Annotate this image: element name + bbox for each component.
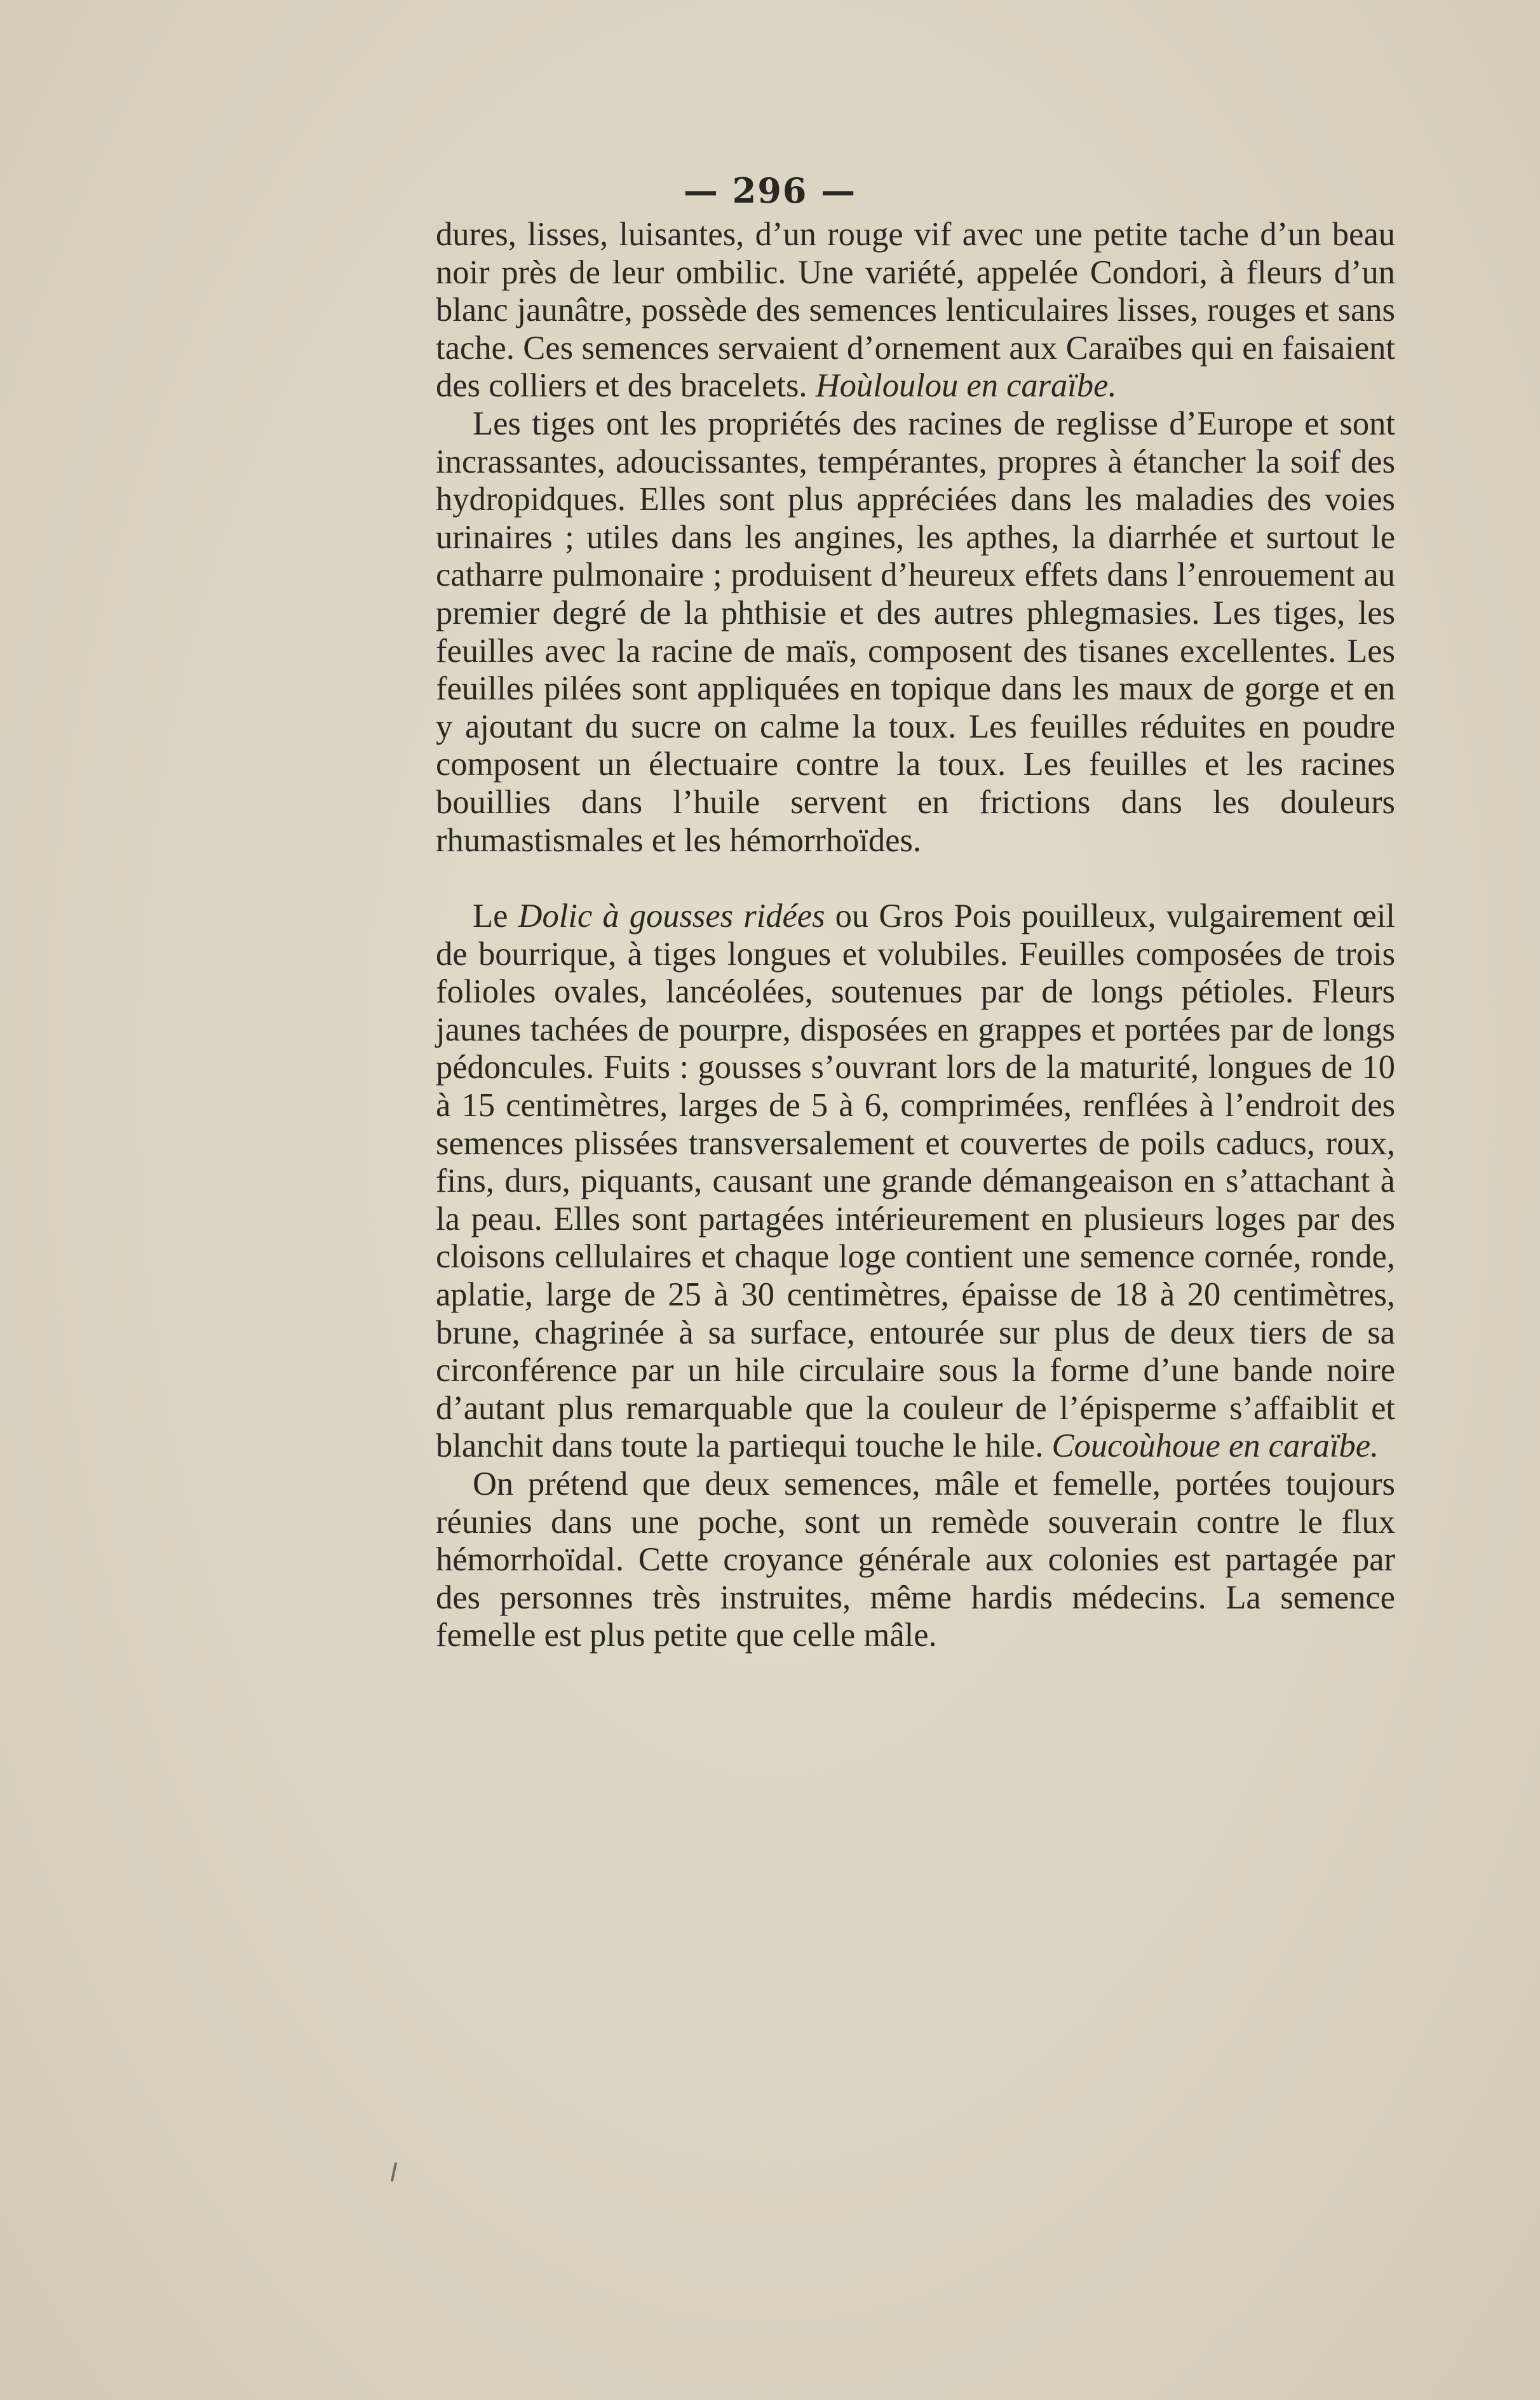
paragraph-3-species-name: Dolic à gousses ridées — [518, 898, 825, 935]
page-number: — 296 — — [683, 170, 857, 211]
paragraph-2-text: Les tiges ont les propriétés des racines de reglisse d’Europe et sont incrassantes, adoucissantes, tempérantes, propres à étancher la soif des hydropidques. Elles sont plus appréciées dans les maladies des voies urinaires ; utiles dans les angines, les apthes, la diarrhée et surtout le catharre pulmonaire ; produisent d’heureux effets dans l’enrouement au premier degré de la phthisie et des autres phlegmasies. Les tiges, les feuilles avec la racine de maïs, composent des tisanes excellentes. Les feuilles pilées sont appliquées en topique dans les maux de gorge et en y ajoutant du sucre on calme la toux. Les feuilles réduites en poudre composent un électuaire contre la toux. Les feuilles et les racines bouillies dans l’huile servent en frictions dans les douleurs rhumastismales et les hémorrhoïdes. — [436, 405, 1395, 859]
paragraph-1-text: dures, lisses, luisantes, d’un rouge vif avec une petite tache d’un beau noir près de leur ombilic. Une variété, appelée Condori, à fleurs d’un blanc jaunâtre, possède des semences lenticulaires lisses, rouges et sans tache. Ces semences servaient d’ornement aux Caraïbes qui en faisaient des colliers et des bracelets. — [436, 216, 1395, 405]
paragraph-4-text: On prétend que deux semences, mâle et femelle, portées toujours réunies dans une poche, sont un remède souverain contre le flux hémorrhoïdal. Cette croyance générale aux colonies est partagée par des personnes très instruites, même hardis médecins. La semence femelle est plus petite que celle mâle. — [436, 1466, 1395, 1654]
paragraph-1 — [436, 216, 1395, 405]
paragraph-3-lead: Le — [473, 898, 518, 935]
paragraph-3-caribbean-name: Coucoùhoue en caraïbe. — [1051, 1427, 1379, 1465]
body-text — [436, 216, 1395, 1655]
ink-mark — [391, 2162, 397, 2181]
paragraph-2 — [436, 405, 1395, 860]
paragraph-1-caribbean-name: Hoùloulou en caraïbe. — [815, 367, 1117, 405]
paragraph-3 — [436, 898, 1395, 1466]
paragraph-4 — [436, 1466, 1395, 1655]
paragraph-3-text: ou Gros Pois pouilleux, vulgairement œil de bourrique, à tiges longues et volubiles. Feuilles composées de trois folioles ovales, lancéolées, soutenues par de longs pétioles. Fleurs jaunes tachées de pourpre, disposées en grappes et portées par de longs pédoncules. Fuits : gousses s’ouvrant lors de la maturité, longues de 10 à 15 centimètres, larges de 5 à 6, comprimées, renflées à l’endroit des semences plissées transversalement et couvertes de poils caducs, roux, fins, durs, piquants, causant une grande démangeaison en s’attachant à la peau. Elles sont partagées intérieurement en plusieurs loges par des cloisons cellulaires et chaque loge contient une semence cornée, ronde, aplatie, large de 25 à 30 centimètres, épaisse de 18 à 20 centimètres, brune, chagrinée à sa surface, entourée sur plus de deux tiers de sa circonférence par un hile circulaire sous la forme d’une bande noire d’autant plus remarquable que la couleur de l’épisperme s’affaiblit et blanchit dans toute la partiequi touche le hile. — [436, 898, 1395, 1465]
